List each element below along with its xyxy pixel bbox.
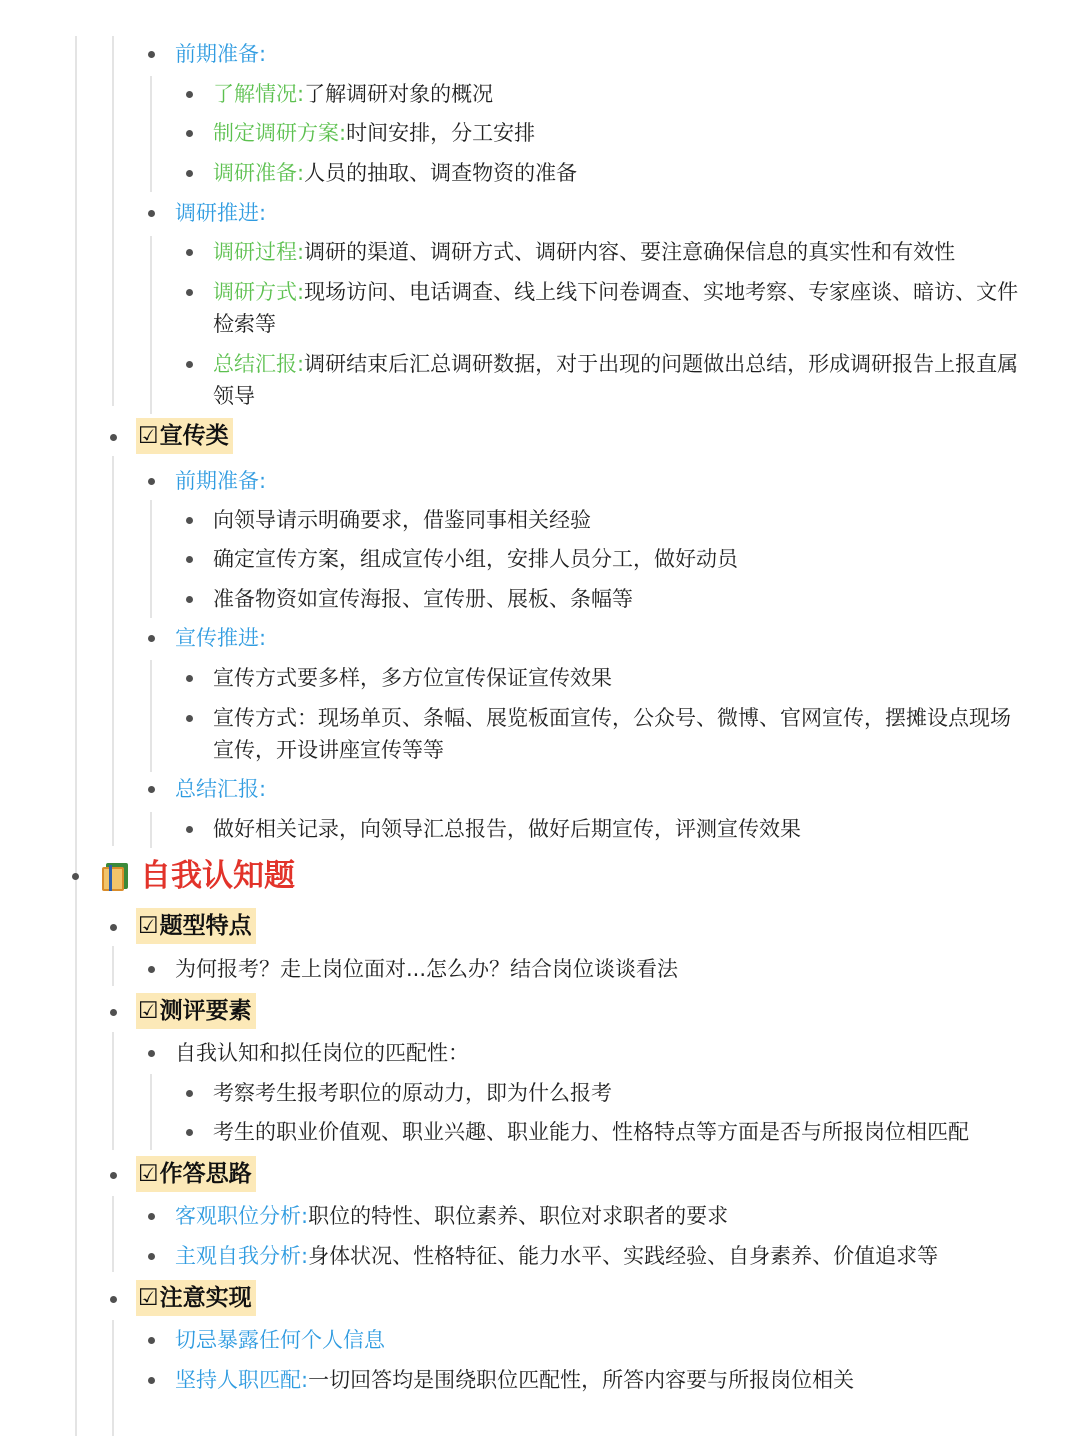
item-text: 现场访问、电话调查、线上线下问卷调查、实地考察、专家座谈、暗访、文件检索等	[213, 280, 1019, 336]
research-prep-label: 前期准备:	[175, 42, 267, 66]
bullet	[186, 249, 193, 256]
item-text: 身体状况、性格特征、能力水平、实践经验、自身素养、价值追求等	[308, 1244, 939, 1268]
item-key: 调研准备:	[213, 161, 305, 185]
bullet	[148, 1213, 155, 1220]
outline-item	[0, 854, 1040, 898]
item-key: 切忌暴露任何个人信息	[175, 1328, 385, 1352]
bullet	[148, 635, 155, 642]
bullet	[110, 924, 117, 931]
item-text: 确定宣传方案，组成宣传小组，安排人员分工，做好动员	[213, 547, 738, 571]
indent-guide-level-3	[150, 1074, 152, 1150]
checkbox-icon: ☑	[138, 423, 159, 449]
approach-chip: ☑作答思路	[136, 1156, 256, 1192]
bullet	[110, 1009, 117, 1016]
item-text: 人员的抽取、调查物资的准备	[304, 161, 578, 185]
bullet	[148, 1050, 155, 1057]
item-text: 时间安排，分工安排	[346, 121, 536, 145]
outline-item	[0, 276, 1040, 340]
features-chip: ☑题型特点	[136, 908, 256, 944]
indent-guide-level-3	[150, 500, 152, 618]
indent-guide-level-2	[112, 1320, 114, 1436]
checkbox-icon: ☑	[138, 913, 159, 939]
item-text: 向领导请示明确要求，借鉴同事相关经验	[213, 508, 591, 532]
publicity-prep-label: 前期准备:	[175, 469, 267, 493]
bullet	[148, 1337, 155, 1344]
bullet	[186, 556, 193, 563]
bullet	[186, 170, 193, 177]
bullet	[110, 434, 117, 441]
bullet	[148, 1377, 155, 1384]
item-key: 了解情况:	[213, 82, 305, 106]
bullet	[148, 786, 155, 793]
item-text: 为何报考？走上岗位面对...怎么办？结合岗位谈谈看法	[175, 957, 679, 981]
bullet	[148, 1253, 155, 1260]
checkbox-icon: ☑	[138, 1285, 159, 1311]
item-text: 调研结束后汇总调研数据，对于出现的问题做出总结，形成调研报告上报直属领导	[213, 352, 1019, 408]
research-advance-label: 调研推进:	[175, 201, 267, 225]
bullet	[148, 478, 155, 485]
item-text: 考察考生报考职位的原动力，即为什么报考	[213, 1081, 612, 1105]
bullet	[186, 826, 193, 833]
indent-guide-level-3	[150, 76, 152, 192]
bullet	[186, 361, 193, 368]
item-key: 坚持人职匹配:	[175, 1368, 309, 1392]
bullet	[110, 1172, 117, 1179]
publicity-summary-label: 总结汇报:	[175, 777, 267, 801]
item-text: 宣传方式要多样，多方位宣传保证宣传效果	[213, 666, 612, 690]
item-key: 主观自我分析:	[175, 1244, 309, 1268]
publicity-chip: ☑宣传类	[136, 418, 233, 454]
bullet	[148, 210, 155, 217]
books-icon	[100, 859, 134, 893]
bullet	[186, 715, 193, 722]
item-key: 制定调研方案:	[213, 121, 347, 145]
item-key: 客观职位分析:	[175, 1204, 309, 1228]
indent-guide-level-3	[150, 812, 152, 848]
indent-guide-level-2	[112, 456, 114, 846]
item-text: 宣传方式：现场单页、条幅、展览板面宣传，公众号、微博、官网宣传，摆摊设点现场宣传，开设讲座宣传等等	[213, 706, 1011, 762]
bullet	[148, 51, 155, 58]
bullet	[186, 517, 193, 524]
bullet	[186, 596, 193, 603]
indent-guide-level-2	[112, 1032, 114, 1150]
item-text: 准备物资如宣传海报、宣传册、展板、条幅等	[213, 587, 633, 611]
notes-chip: ☑注意实现	[136, 1280, 256, 1316]
bullet	[186, 91, 193, 98]
checkbox-icon: ☑	[138, 1161, 159, 1187]
bullet	[186, 1129, 193, 1136]
publicity-advance-label: 宣传推进:	[175, 626, 267, 650]
item-key: 调研过程:	[213, 240, 305, 264]
bullet	[110, 1296, 117, 1303]
checkbox-icon: ☑	[138, 998, 159, 1024]
indent-guide-level-2	[112, 1196, 114, 1272]
bullet	[186, 289, 193, 296]
item-text: 考生的职业价值观、职业兴趣、职业能力、性格特点等方面是否与所报岗位相匹配	[213, 1120, 969, 1144]
bullet	[186, 130, 193, 137]
item-text: 一切回答均是围绕职位匹配性，所答内容要与所报岗位相关	[308, 1368, 855, 1392]
item-text: 职位的特性、职位素养、职位对求职者的要求	[308, 1204, 729, 1228]
item-key: 调研方式:	[213, 280, 305, 304]
item-text: 自我认知和拟任岗位的匹配性：	[175, 1041, 469, 1065]
outline-item	[0, 702, 1040, 766]
bullet	[186, 1090, 193, 1097]
item-text: 了解调研对象的概况	[304, 82, 494, 106]
bullet	[186, 675, 193, 682]
bullet	[148, 966, 155, 973]
item-key: 总结汇报:	[213, 352, 305, 376]
outline-item	[0, 348, 1040, 412]
bullet	[72, 873, 79, 880]
elements-chip: ☑测评要素	[136, 993, 256, 1029]
item-text: 做好相关记录，向领导汇总报告，做好后期宣传，评测宣传效果	[213, 817, 801, 841]
indent-guide-level-2	[112, 946, 114, 986]
section-title: 自我认知题	[140, 858, 295, 894]
item-text: 调研的渠道、调研方式、调研内容、要注意确保信息的真实性和有效性	[304, 240, 956, 264]
